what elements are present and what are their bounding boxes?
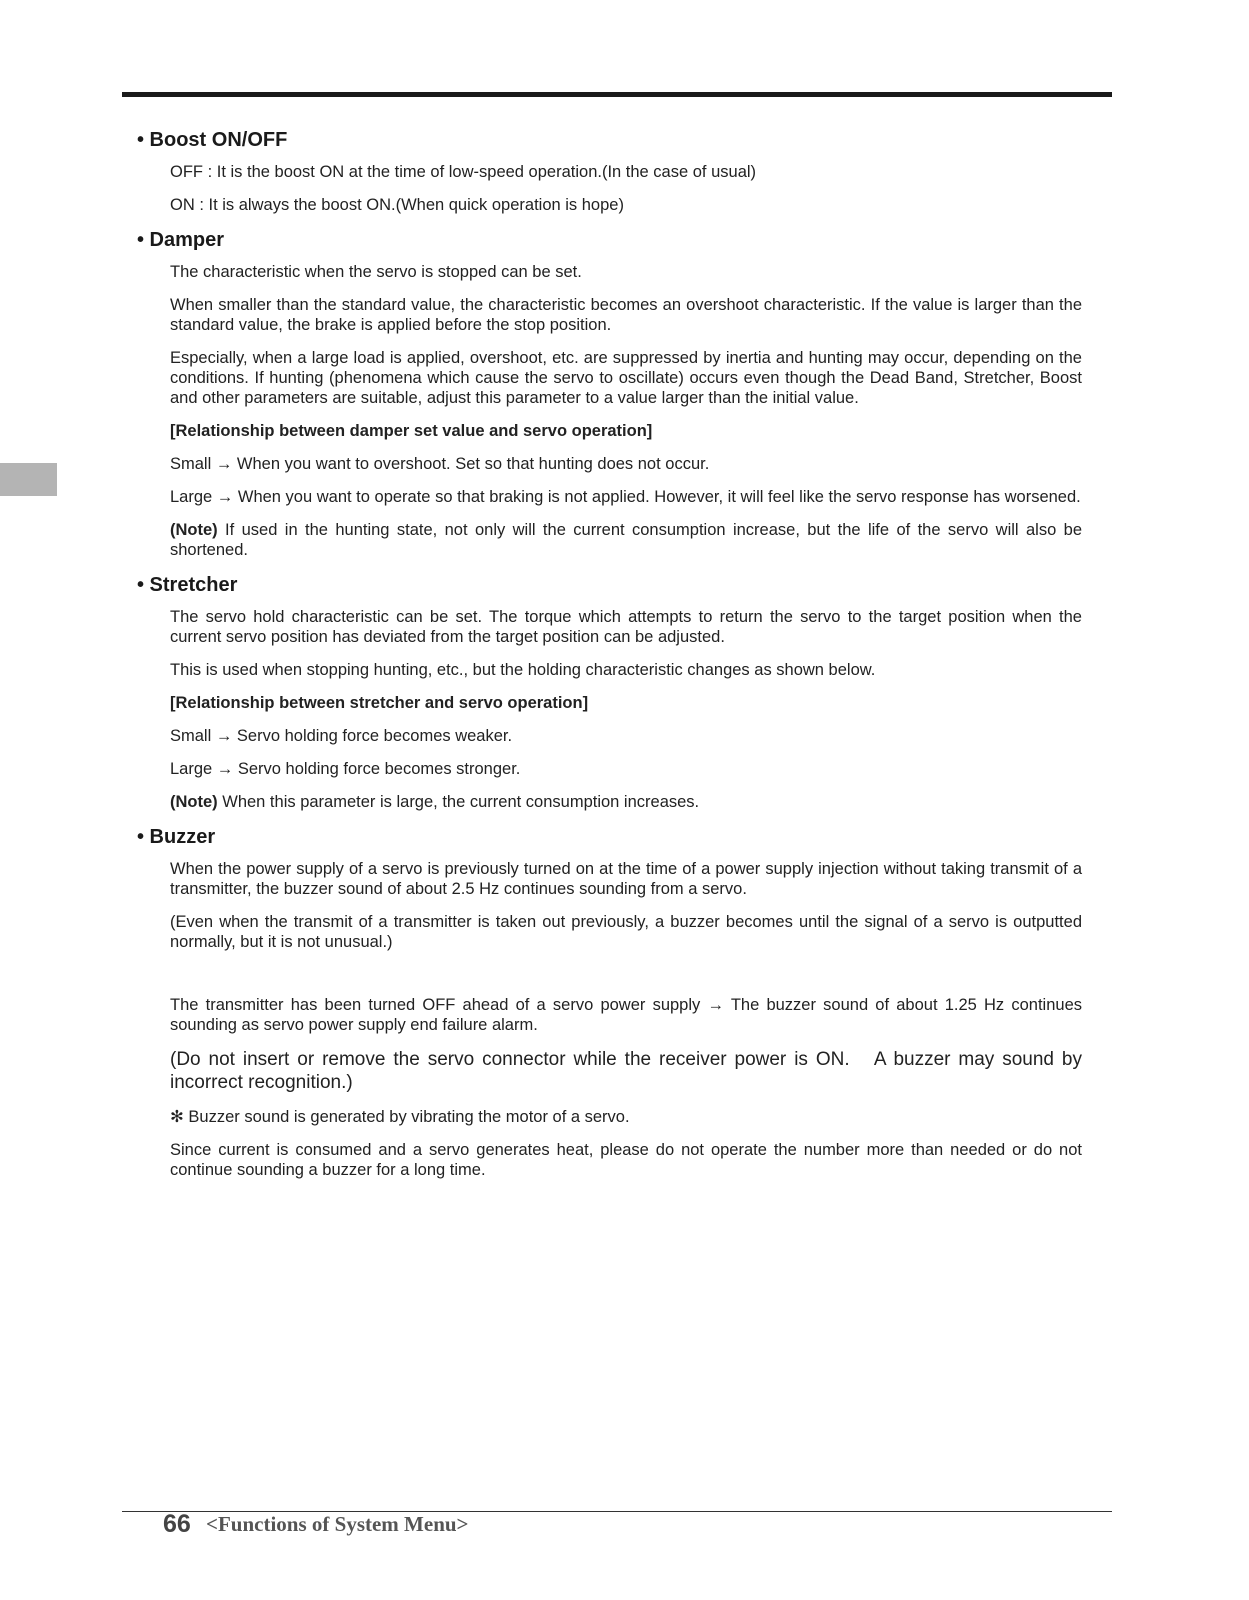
boost-heading: • Boost ON/OFF [137,129,288,151]
buzzer-spacer [170,965,1082,995]
stretcher-large: Large → Servo holding force becomes stronger. [170,760,521,778]
buzzer-heading: • Buzzer [137,826,216,848]
damper-body [170,262,1082,560]
damper-paragraph-3: Especially, when a large load is applied, overshoot, etc. are suppressed by inertia and hunting may occur, depending on the conditions. If hunting (phenomena which cause the servo to oscillate) occurs even though the Dead Band, Stretcher, Boost and other parameters are suitable, adjust this parameter to a value larger than the initial value. [170,349,1082,407]
damper-subheading: [Relationship between damper set value and servo operation] [170,422,653,440]
page-number: 66 [163,1510,191,1538]
stretcher-subheading: [Relationship between stretcher and servo operation] [170,694,589,712]
buzzer-body [170,859,1082,1180]
boost-off-text: OFF : It is the boost ON at the time of low-speed operation.(In the case of usual) [170,163,757,181]
damper-note-text: If used in the hunting state, not only will the current consumption increase, but the life of the servo will also be shortened. [170,521,1082,559]
damper-note-label: (Note) [170,521,218,539]
side-tab-marker [0,463,57,496]
stretcher-heading: • Stretcher [137,574,238,596]
buzzer-paragraph-1: When the power supply of a servo is previously turned on at the time of a power supply injection without taking transmit of a transmitter, the buzzer sound of about 2.5 Hz continues sounding from a servo. [170,860,1082,898]
stretcher-note-text: When this parameter is large, the current consumption increases. [217,793,700,811]
boost-on-text: ON : It is always the boost ON.(When quick operation is hope) [170,196,624,214]
buzzer-paragraph-6: Since current is consumed and a servo generates heat, please do not operate the number more than needed or do not continue sounding a buzzer for a long time. [170,1141,1082,1179]
page-footer-title: <Functions of System Menu> [206,1512,469,1536]
stretcher-note-label: (Note) [170,793,218,811]
damper-paragraph-2: When smaller than the standard value, the characteristic becomes an overshoot characteristic. If the value is larger than the standard value, the brake is applied before the stop position. [170,296,1082,334]
buzzer-paragraph-4: (Do not insert or remove the servo connector while the receiver power is ON. A buzzer may sound by incorrect recognition.) [170,1049,1082,1093]
damper-note [170,520,1082,560]
stretcher-note [170,792,1082,812]
page-content [137,128,1082,1193]
damper-heading: • Damper [137,229,225,251]
damper-paragraph-1: The characteristic when the servo is stopped can be set. [170,263,582,281]
top-rule [122,92,1112,97]
stretcher-paragraph-2: This is used when stopping hunting, etc., but the holding characteristic changes as shown below. [170,661,876,679]
boost-body [170,162,1082,215]
damper-large: Large → When you want to operate so that braking is not applied. However, it will feel like the servo response has worsened. [170,488,1081,506]
stretcher-body [170,607,1082,812]
buzzer-paragraph-3: The transmitter has been turned OFF ahead of a servo power supply → The buzzer sound of about 1.25 Hz continues sounding as servo power supply end failure alarm. [170,996,1082,1034]
buzzer-paragraph-5: ✻ Buzzer sound is generated by vibrating the motor of a servo. [170,1108,630,1126]
buzzer-paragraph-2: (Even when the transmit of a transmitter is taken out previously, a buzzer becomes until the signal of a servo is outputted normally, but it is not unusual.) [170,913,1082,951]
stretcher-small: Small → Servo holding force becomes weaker. [170,727,513,745]
damper-small: Small → When you want to overshoot. Set so that hunting does not occur. [170,455,710,473]
stretcher-paragraph-1: The servo hold characteristic can be set. The torque which attempts to return the servo to the target position when the current servo position has deviated from the target position can be adjusted. [170,608,1082,646]
